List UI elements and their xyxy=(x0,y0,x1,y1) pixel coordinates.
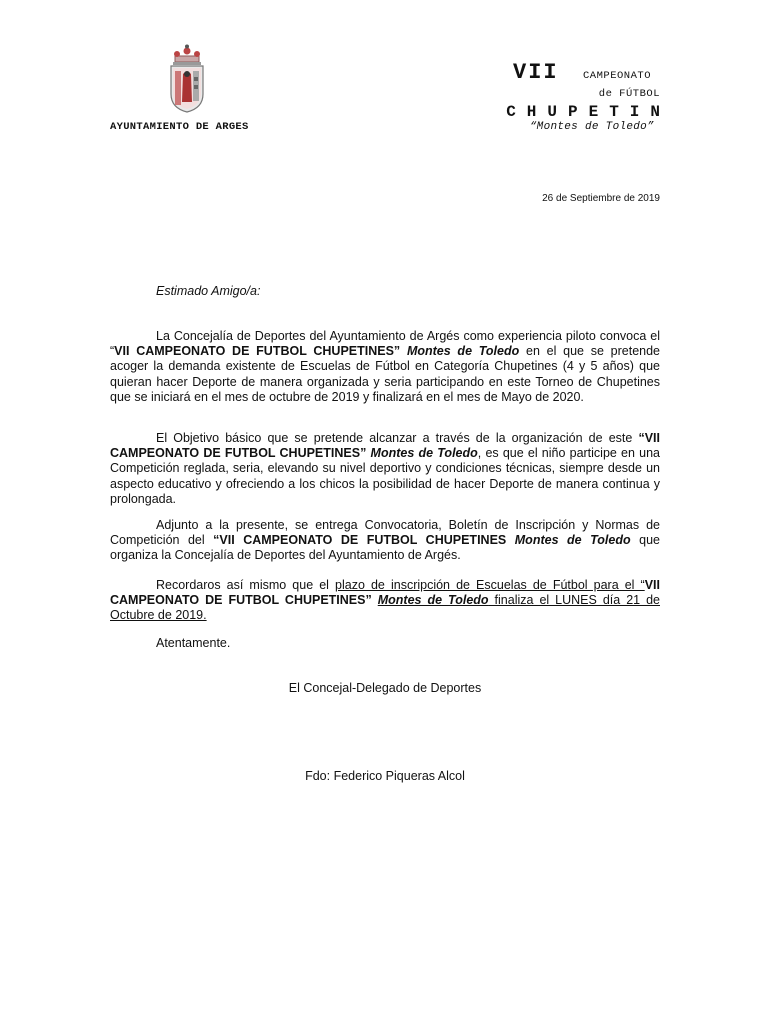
header-de-futbol: de FÚTBOL xyxy=(598,88,660,100)
coat-of-arms-logo xyxy=(165,44,209,114)
paragraph-introduction: La Concejalía de Deportes del Ayuntamiento de Argés como experiencia piloto convoca el “VII CAMPEONATO DE FUTBOL CHUPETINES” Montes de Toledo en el que se pretende acoger la demanda existente de Escuelas de Fútbol en Categoría Chupetines (4 y 5 años) que quieran hacer Deporte de manera organizada y seria participando en este Torneo de Chupetines que se iniciará en el mes de octubre de 2019 y finalizará en el mes de Mayo de 2020. xyxy=(110,329,661,404)
signer-role: El Concejal-Delegado de Deportes xyxy=(288,681,482,695)
letter-date: 26 de Septiembre de 2019 xyxy=(542,193,660,204)
header-subtitle: “Montes de Toledo” xyxy=(529,121,654,133)
edition-number: VII xyxy=(513,60,559,85)
paragraph-attachments: Adjunto a la presente, se entrega Convocatoria, Boletín de Inscripción y Normas de Competición del “VII CAMPEONATO DE FUTBOL CHUPETINES Montes de Toledo que organiza la Concejalía de Deportes del Ayuntamiento de Argés. xyxy=(110,518,660,563)
header-chupetin: CHUPETIN xyxy=(506,103,671,121)
header-campeonato: CAMPEONATO xyxy=(583,70,652,82)
greeting: Estimado Amigo/a: xyxy=(156,284,261,298)
closing: Atentamente. xyxy=(156,636,231,650)
organization-name: AYUNTAMIENTO DE ARGES xyxy=(110,121,249,133)
signer-name: Fdo: Federico Piqueras Alcol xyxy=(305,769,465,783)
paragraph-objective: El Objetivo básico que se pretende alcanzar a través de la organización de este “VII CAMPEONATO DE FUTBOL CHUPETINES” Montes de Toledo, es que el niño participe en una Competición reglada, seria, elevando su nivel deportivo y condiciones técnicas, siempre desde un aspecto educativo y ofreciendo a los chicos la posibilidad de hacer Deporte de manera continua y prolongada. xyxy=(110,431,661,506)
paragraph-deadline: Recordaros así mismo que el plazo de inscripción de Escuelas de Fútbol para el “VII CAMPEONATO DE FUTBOL CHUPETINES” Montes de Toledo finaliza el LUNES día 21 de Octubre de 2019. xyxy=(110,578,660,623)
